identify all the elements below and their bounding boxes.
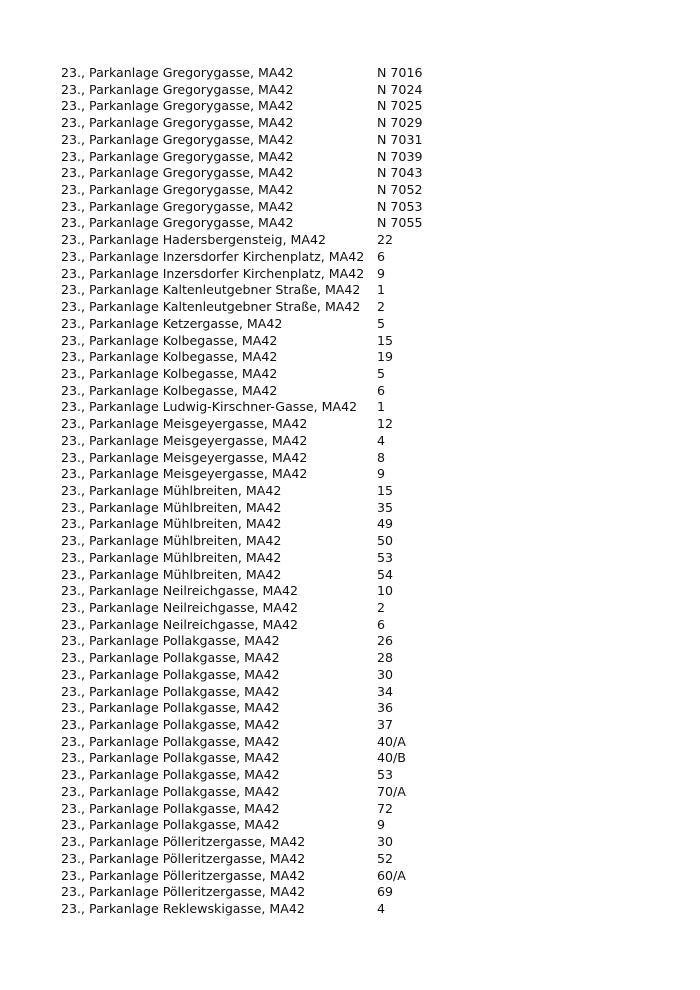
location-name: 23., Parkanlage Mühlbreiten, MA42 <box>61 566 282 582</box>
house-number: 9 <box>377 466 386 482</box>
house-number: 12 <box>377 416 394 432</box>
location-name: 23., Parkanlage Meisgeyergasse, MA42 <box>61 416 308 432</box>
house-number: 15 <box>377 332 394 348</box>
location-name: 23., Parkanlage Pölleritzergasse, MA42 <box>61 834 306 850</box>
location-name: 23., Parkanlage Kaltenleutgebner Straße, MA42 <box>61 282 361 298</box>
house-number: 40/B <box>377 750 406 766</box>
location-name: 23., Parkanlage Ludwig-Kirschner-Gasse, MA42 <box>61 399 358 415</box>
location-name: 23., Parkanlage Mühlbreiten, MA42 <box>61 499 282 515</box>
location-name: 23., Parkanlage Mühlbreiten, MA42 <box>61 516 282 532</box>
house-number: 1 <box>377 282 386 298</box>
house-number: N 7043 <box>377 165 423 181</box>
location-name: 23., Parkanlage Pölleritzergasse, MA42 <box>61 850 306 866</box>
location-name: 23., Parkanlage Pollakgasse, MA42 <box>61 733 280 749</box>
house-number: N 7025 <box>377 98 423 114</box>
location-name: 23., Parkanlage Gregorygasse, MA42 <box>61 182 294 198</box>
location-name: 23., Parkanlage Meisgeyergasse, MA42 <box>61 432 308 448</box>
house-number: 50 <box>377 533 394 549</box>
house-number: N 7055 <box>377 215 423 231</box>
house-number: 15 <box>377 482 394 498</box>
location-name: 23., Parkanlage Gregorygasse, MA42 <box>61 81 294 97</box>
house-number: 34 <box>377 683 394 699</box>
location-name: 23., Parkanlage Kolbegasse, MA42 <box>61 382 278 398</box>
house-number: N 7039 <box>377 148 423 164</box>
house-number: 37 <box>377 717 394 733</box>
location-name: 23., Parkanlage Kaltenleutgebner Straße, MA42 <box>61 299 361 315</box>
house-number: 54 <box>377 566 394 582</box>
house-number: 30 <box>377 834 394 850</box>
house-number: 69 <box>377 884 394 900</box>
house-number: 2 <box>377 299 386 315</box>
house-number: 19 <box>377 349 394 365</box>
house-number: 49 <box>377 516 394 532</box>
location-name: 23., Parkanlage Gregorygasse, MA42 <box>61 98 294 114</box>
house-number: 52 <box>377 850 394 866</box>
location-name: 23., Parkanlage Meisgeyergasse, MA42 <box>61 449 308 465</box>
house-number: 2 <box>377 600 386 615</box>
house-number: N 7024 <box>377 81 423 97</box>
house-number: 6 <box>377 616 386 632</box>
location-name: 23., Parkanlage Neilreichgasse, MA42 <box>61 583 299 599</box>
location-name: 23., Parkanlage Inzersdorfer Kirchenplatz, MA42 <box>61 248 365 264</box>
location-name: 23., Parkanlage Pollakgasse, MA42 <box>61 800 280 816</box>
house-number: 9 <box>377 265 386 281</box>
location-name: 23., Parkanlage Gregorygasse, MA42 <box>61 65 294 80</box>
house-number: 26 <box>377 633 394 649</box>
location-name: 23., Parkanlage Pollakgasse, MA42 <box>61 750 280 766</box>
house-number: 53 <box>377 549 394 565</box>
location-name: 23., Parkanlage Gregorygasse, MA42 <box>61 148 294 164</box>
location-name: 23., Parkanlage Pölleritzergasse, MA42 <box>61 884 306 900</box>
location-name: 23., Parkanlage Pollakgasse, MA42 <box>61 817 280 833</box>
location-name: 23., Parkanlage Ketzergasse, MA42 <box>61 315 283 331</box>
location-name: 23., Parkanlage Inzersdorfer Kirchenplatz, MA42 <box>61 265 365 281</box>
location-name: 23., Parkanlage Hadersbergensteig, MA42 <box>61 232 327 248</box>
house-number: 9 <box>377 817 386 833</box>
house-number: 60/A <box>377 867 406 883</box>
house-number: 10 <box>377 583 394 599</box>
house-number: 8 <box>377 449 386 465</box>
location-name: 23., Parkanlage Mühlbreiten, MA42 <box>61 482 282 498</box>
house-number: 1 <box>377 399 386 415</box>
house-number: N 7053 <box>377 198 423 214</box>
house-number: 4 <box>377 900 386 916</box>
house-number: 53 <box>377 767 394 783</box>
house-number: 5 <box>377 365 386 381</box>
location-name: 23., Parkanlage Mühlbreiten, MA42 <box>61 533 282 549</box>
location-name: 23., Parkanlage Pölleritzergasse, MA42 <box>61 867 306 883</box>
location-name: 23., Parkanlage Pollakgasse, MA42 <box>61 783 280 799</box>
house-number: N 7052 <box>377 182 423 198</box>
house-number: 5 <box>377 315 386 331</box>
location-name: 23., Parkanlage Pollakgasse, MA42 <box>61 717 280 733</box>
location-name: 23., Parkanlage Pollakgasse, MA42 <box>61 767 280 783</box>
house-number: N 7031 <box>377 131 423 147</box>
location-name: 23., Parkanlage Gregorygasse, MA42 <box>61 198 294 214</box>
location-name: 23., Parkanlage Pollakgasse, MA42 <box>61 700 280 716</box>
house-number: 36 <box>377 700 394 716</box>
location-name: 23., Parkanlage Pollakgasse, MA42 <box>61 650 280 666</box>
location-name: 23., Parkanlage Meisgeyergasse, MA42 <box>61 466 308 482</box>
location-name: 23., Parkanlage Pollakgasse, MA42 <box>61 666 280 682</box>
location-name: 23., Parkanlage Gregorygasse, MA42 <box>61 165 294 181</box>
house-number: N 7029 <box>377 115 423 131</box>
house-number: 30 <box>377 666 394 682</box>
location-name: 23., Parkanlage Neilreichgasse, MA42 <box>61 600 299 615</box>
house-number: 28 <box>377 650 394 666</box>
house-number: 40/A <box>377 733 406 749</box>
location-name: 23., Parkanlage Neilreichgasse, MA42 <box>61 616 299 632</box>
location-name: 23., Parkanlage Pollakgasse, MA42 <box>61 683 280 699</box>
house-number: 70/A <box>377 783 406 799</box>
location-name: 23., Parkanlage Kolbegasse, MA42 <box>61 332 278 348</box>
house-number: 35 <box>377 499 394 515</box>
house-number: 22 <box>377 232 394 248</box>
house-number: N 7016 <box>377 65 423 80</box>
house-number: 4 <box>377 432 386 448</box>
house-number: 6 <box>377 382 386 398</box>
house-number: 72 <box>377 800 394 816</box>
house-number: 6 <box>377 248 386 264</box>
location-name: 23., Parkanlage Gregorygasse, MA42 <box>61 215 294 231</box>
location-name: 23., Parkanlage Gregorygasse, MA42 <box>61 131 294 147</box>
location-name: 23., Parkanlage Kolbegasse, MA42 <box>61 365 278 381</box>
location-name: 23., Parkanlage Kolbegasse, MA42 <box>61 349 278 365</box>
location-name: 23., Parkanlage Gregorygasse, MA42 <box>61 115 294 131</box>
location-name: 23., Parkanlage Reklewskigasse, MA42 <box>61 900 305 916</box>
location-name: 23., Parkanlage Mühlbreiten, MA42 <box>61 549 282 565</box>
location-name: 23., Parkanlage Pollakgasse, MA42 <box>61 633 280 649</box>
